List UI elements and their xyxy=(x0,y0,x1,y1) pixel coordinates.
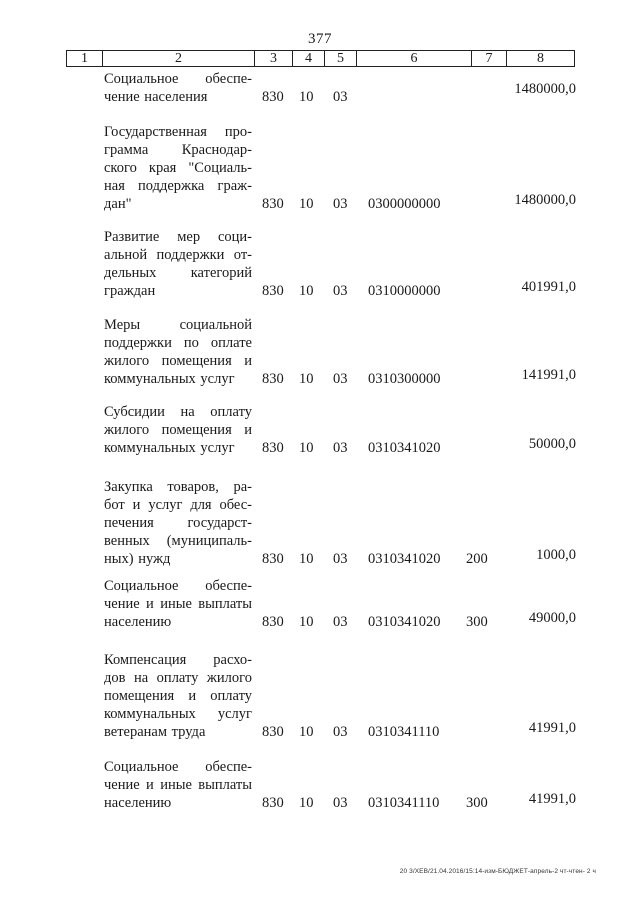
cell-c8: 141991,0 xyxy=(521,367,576,383)
cell-c3: 830 xyxy=(262,283,284,299)
column-header-5: 5 xyxy=(325,51,357,66)
row-name-line: дан" xyxy=(104,196,132,212)
row-name-line: ных) нужд xyxy=(104,551,171,567)
column-header-1: 1 xyxy=(67,51,103,66)
row-name xyxy=(104,123,252,213)
cell-c6: 0310341020 xyxy=(368,614,441,630)
row-name-line: жилого помещения и xyxy=(104,353,252,369)
row-name-line: поддержки по оплате xyxy=(104,335,252,351)
row-name xyxy=(104,70,252,106)
cell-c8: 41991,0 xyxy=(528,791,576,807)
cell-c4: 10 xyxy=(299,283,314,299)
row-name xyxy=(104,316,252,388)
page-number: 377 xyxy=(308,31,332,47)
column-header-7: 7 xyxy=(472,51,507,66)
cell-c4: 10 xyxy=(299,614,314,630)
cell-c3: 830 xyxy=(262,89,284,105)
row-name-line: населению xyxy=(104,795,172,811)
cell-c6: 0310300000 xyxy=(368,371,441,387)
row-name-line: дельных категорий xyxy=(104,265,252,281)
row-name-line: печения государст- xyxy=(104,515,252,531)
row-name-line: граждан xyxy=(104,283,156,299)
row-name-line: Социальное обеспе- xyxy=(104,578,252,594)
cell-c3: 830 xyxy=(262,196,284,212)
cell-c4: 10 xyxy=(299,89,314,105)
row-name-line: Государственная про- xyxy=(104,124,252,140)
row-name-line: коммунальных услуг xyxy=(104,706,252,722)
row-name-line: венных (муниципаль- xyxy=(104,533,252,549)
cell-c3: 830 xyxy=(262,371,284,387)
cell-c5: 03 xyxy=(333,196,348,212)
cell-c6: 0310341110 xyxy=(368,724,440,740)
cell-c3: 830 xyxy=(262,795,284,811)
cell-c4: 10 xyxy=(299,196,314,212)
cell-c3: 830 xyxy=(262,551,284,567)
row-name-line: ского края "Социаль- xyxy=(104,160,252,176)
row-name-line: Компенсация расхо- xyxy=(104,652,252,668)
row-name-line: чение населения xyxy=(104,89,208,105)
cell-c6: 0310000000 xyxy=(368,283,441,299)
row-name-line: населению xyxy=(104,614,172,630)
table-header-row xyxy=(66,50,575,67)
cell-c8: 50000,0 xyxy=(528,436,576,452)
cell-c4: 10 xyxy=(299,795,314,811)
row-name-line: Социальное обеспе- xyxy=(104,71,252,87)
column-header-6: 6 xyxy=(357,51,472,66)
row-name-line: чение и иные выплаты xyxy=(104,596,252,612)
cell-c5: 03 xyxy=(333,551,348,567)
column-header-8: 8 xyxy=(537,51,544,66)
row-name-line: Закупка товаров, ра- xyxy=(104,479,252,495)
cell-c8: 1000,0 xyxy=(536,547,576,563)
row-name-line: грамма Краснодар- xyxy=(104,142,252,158)
row-name-line: ветеранам труда xyxy=(104,724,206,740)
cell-c8: 49000,0 xyxy=(528,610,576,626)
row-name xyxy=(104,758,252,812)
column-header-3: 3 xyxy=(255,51,293,66)
row-name-line: Развитие мер соци- xyxy=(104,229,252,245)
cell-c4: 10 xyxy=(299,551,314,567)
row-name-line: жилого помещения и xyxy=(104,422,252,438)
cell-c3: 830 xyxy=(262,440,284,456)
cell-c5: 03 xyxy=(333,614,348,630)
row-name-line: Меры социальной xyxy=(104,317,252,333)
cell-c4: 10 xyxy=(299,724,314,740)
cell-c8: 401991,0 xyxy=(521,279,576,295)
cell-c7: 200 xyxy=(466,551,488,567)
cell-c5: 03 xyxy=(333,89,348,105)
cell-c8: 41991,0 xyxy=(528,720,576,736)
cell-c6: 0310341110 xyxy=(368,795,440,811)
row-name xyxy=(104,228,252,300)
cell-c4: 10 xyxy=(299,371,314,387)
row-name-line: Субсидии на оплату xyxy=(104,404,252,420)
row-name xyxy=(104,577,252,631)
cell-c5: 03 xyxy=(333,795,348,811)
row-name-line: чение и иные выплаты xyxy=(104,777,252,793)
cell-c5: 03 xyxy=(333,283,348,299)
cell-c4: 10 xyxy=(299,440,314,456)
cell-c5: 03 xyxy=(333,724,348,740)
cell-c3: 830 xyxy=(262,614,284,630)
cell-c8: 1480000,0 xyxy=(514,192,576,208)
cell-c7: 300 xyxy=(466,614,488,630)
cell-c6: 0310341020 xyxy=(368,551,441,567)
row-name-line: помещения и оплату xyxy=(104,688,252,704)
row-name xyxy=(104,651,252,741)
cell-c6: 0310341020 xyxy=(368,440,441,456)
cell-c5: 03 xyxy=(333,371,348,387)
row-name-line: ная поддержка граж- xyxy=(104,178,252,194)
cell-c3: 830 xyxy=(262,724,284,740)
row-name xyxy=(104,478,252,568)
row-name-line: дов на оплату жилого xyxy=(104,670,252,686)
row-name-line: альной поддержки от- xyxy=(104,247,252,263)
cell-c8: 1480000,0 xyxy=(514,81,576,97)
row-name-line: коммунальных услуг xyxy=(104,371,235,387)
column-header-4: 4 xyxy=(293,51,325,66)
row-name-line: коммунальных услуг xyxy=(104,440,235,456)
row-name-line: Социальное обеспе- xyxy=(104,759,252,775)
cell-c5: 03 xyxy=(333,440,348,456)
column-header-2: 2 xyxy=(103,51,255,66)
cell-c6: 0300000000 xyxy=(368,196,441,212)
footer-stamp: 20 3/ХЕВ/21.04.2016/15:14-изм-БЮДЖЕТ-апрель-2 чт-чтен- 2 ч xyxy=(399,868,596,875)
cell-c7: 300 xyxy=(466,795,488,811)
row-name xyxy=(104,403,252,457)
row-name-line: бот и услуг для обес- xyxy=(104,497,252,513)
